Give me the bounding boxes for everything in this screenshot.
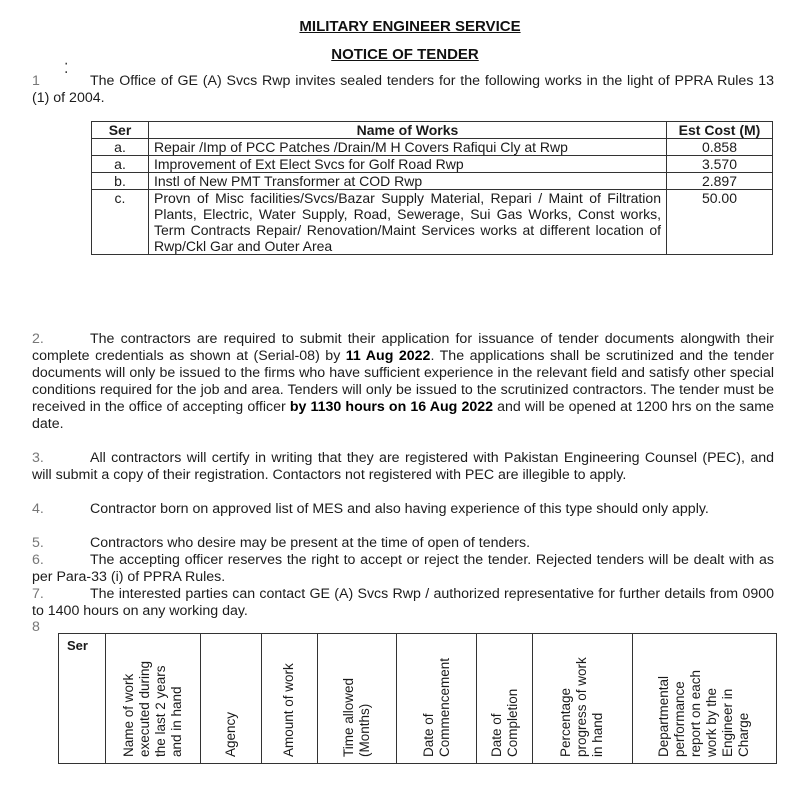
cred-col-performance-report: [633, 634, 776, 763]
row-name: Repair /Imp of PCC Patches /Drain/M H Covers Rafiqui Cly at Rwp: [149, 139, 667, 156]
paragraph-text: The interested parties can contact GE (A) Svcs Rwp / authorized representative for further details from 0900 to 1400 hours on any working day.: [32, 586, 774, 619]
paragraph-3: [32, 450, 774, 484]
cred-col-date-commencement: [397, 634, 477, 763]
application-deadline: 11 Aug 2022: [345, 348, 431, 364]
cred-header-agency: Agency: [223, 711, 239, 757]
paragraph-text: and will be opened at 1200 hrs on the same date.: [32, 399, 774, 432]
cred-col-percentage-progress: [533, 634, 633, 763]
cred-header-amount: Amount of work: [281, 663, 297, 757]
paragraph-text: The contractors are required to submit their application for issuance of tender documents alongwith their complete credentials as shown at (Serial-08) by: [32, 331, 774, 364]
cred-header-ser: Ser: [67, 638, 88, 653]
cred-header-performance-report: Departmental performance report on each work by the Engineer in Charge: [656, 669, 752, 757]
paragraph-number: 7.: [32, 586, 44, 602]
row-cost: 3.570: [667, 156, 773, 173]
cred-col-ser: [59, 634, 106, 763]
works-table-header: [92, 122, 773, 139]
cred-col-agency: [201, 634, 261, 763]
paragraph-4: [32, 501, 774, 518]
header-est-cost: Est Cost (M): [667, 122, 773, 139]
header-ser: Ser: [92, 122, 149, 139]
row-cost: 0.858: [667, 139, 773, 156]
paragraph-7: [32, 586, 774, 620]
row-name: Instl of New PMT Transformer at COD Rwp: [149, 173, 667, 190]
paragraph-text: The accepting officer reserves the right to accept or reject the tender. Rejected tenders will be dealt with as per Para-33 (i) of PPRA Rules.: [32, 552, 774, 585]
paragraph-1: [32, 73, 774, 107]
works-table: [91, 121, 773, 255]
cred-col-time-allowed: [318, 634, 397, 763]
submission-deadline: by 1130 hours on 16 Aug 2022: [289, 399, 494, 415]
row-cost: 2.897: [667, 173, 773, 190]
paragraph-number: 6.: [32, 552, 44, 568]
row-ser: c.: [92, 190, 149, 255]
cred-header-percentage-progress: Percentage progress of work in hand: [558, 657, 606, 757]
paragraph-text: The Office of GE (A) Svcs Rwp invites sealed tenders for the following works in the light of PPRA Rules 13 (1) of 2004.: [32, 73, 774, 106]
cred-col-name-of-work: [106, 634, 201, 763]
row-ser: a.: [92, 156, 149, 173]
table-row: [92, 139, 773, 156]
row-ser: a.: [92, 139, 149, 156]
cred-header-date-commencement: Date of Commencement: [420, 657, 452, 757]
paragraph-number: 2.: [32, 331, 44, 347]
scan-speck: ⁚: [64, 60, 69, 76]
row-ser: b.: [92, 173, 149, 190]
paragraph-text: Contractors who desire may be present at the time of open of tenders.: [90, 535, 531, 551]
notice-title: NOTICE OF TENDER: [331, 46, 479, 63]
credentials-table: [58, 633, 777, 764]
table-row: [92, 173, 773, 190]
paragraph-text: Contractor born on approved list of MES and also having experience of this type should only apply.: [90, 501, 709, 517]
paragraph-text: All contractors will certify in writing that they are registered with Pakistan Engineering Counsel (PEC), and will submit a copy of their registration. Contactors not registered with PEC are illegible to apply.: [32, 450, 774, 483]
cred-header-name-of-work: Name of work executed during the last 2 years and in hand: [121, 660, 185, 757]
row-name: Improvement of Ext Elect Svcs for Golf Road Rwp: [149, 156, 667, 173]
header-name-of-works: Name of Works: [149, 122, 667, 139]
row-cost: 50.00: [667, 190, 773, 255]
paragraph-2: [32, 331, 774, 433]
cred-header-date-completion: Date of Completion: [488, 688, 520, 757]
paragraph-number: 1: [32, 73, 40, 89]
paragraph-number: 5.: [32, 535, 44, 551]
paragraph-number: 8: [32, 619, 40, 635]
cred-col-amount: [262, 634, 318, 763]
table-row: [92, 156, 773, 173]
paragraph-text: . The applications shall be scrutinized and the tender documents will only be issued to the firms who have sufficient experience in the relevant field and satisfy other special conditions required for the job and area. Tenders will only be issued to the scrutinized contractors. The tender must be received in the office of accepting officer: [32, 348, 774, 415]
table-row: [92, 190, 773, 255]
paragraph-number: 4.: [32, 501, 44, 517]
org-title: MILITARY ENGINEER SERVICE: [299, 18, 521, 35]
row-name: Provn of Misc facilities/Svcs/Bazar Supply Material, Repari / Maint of Filtration Plants, Electric, Water Supply, Road, Sewerage, Sui Gas Works, Const works, Term Contracts Repair/ Renovation/Maint Services works at different location of Rwp/Ckl Gar and Outer Area: [149, 190, 667, 255]
paragraph-number: 3.: [32, 450, 44, 466]
cred-col-date-completion: [477, 634, 532, 763]
paragraph-6: [32, 552, 774, 586]
paragraph-5: [32, 535, 774, 552]
cred-header-time-allowed: Time allowed (Months): [341, 677, 373, 757]
